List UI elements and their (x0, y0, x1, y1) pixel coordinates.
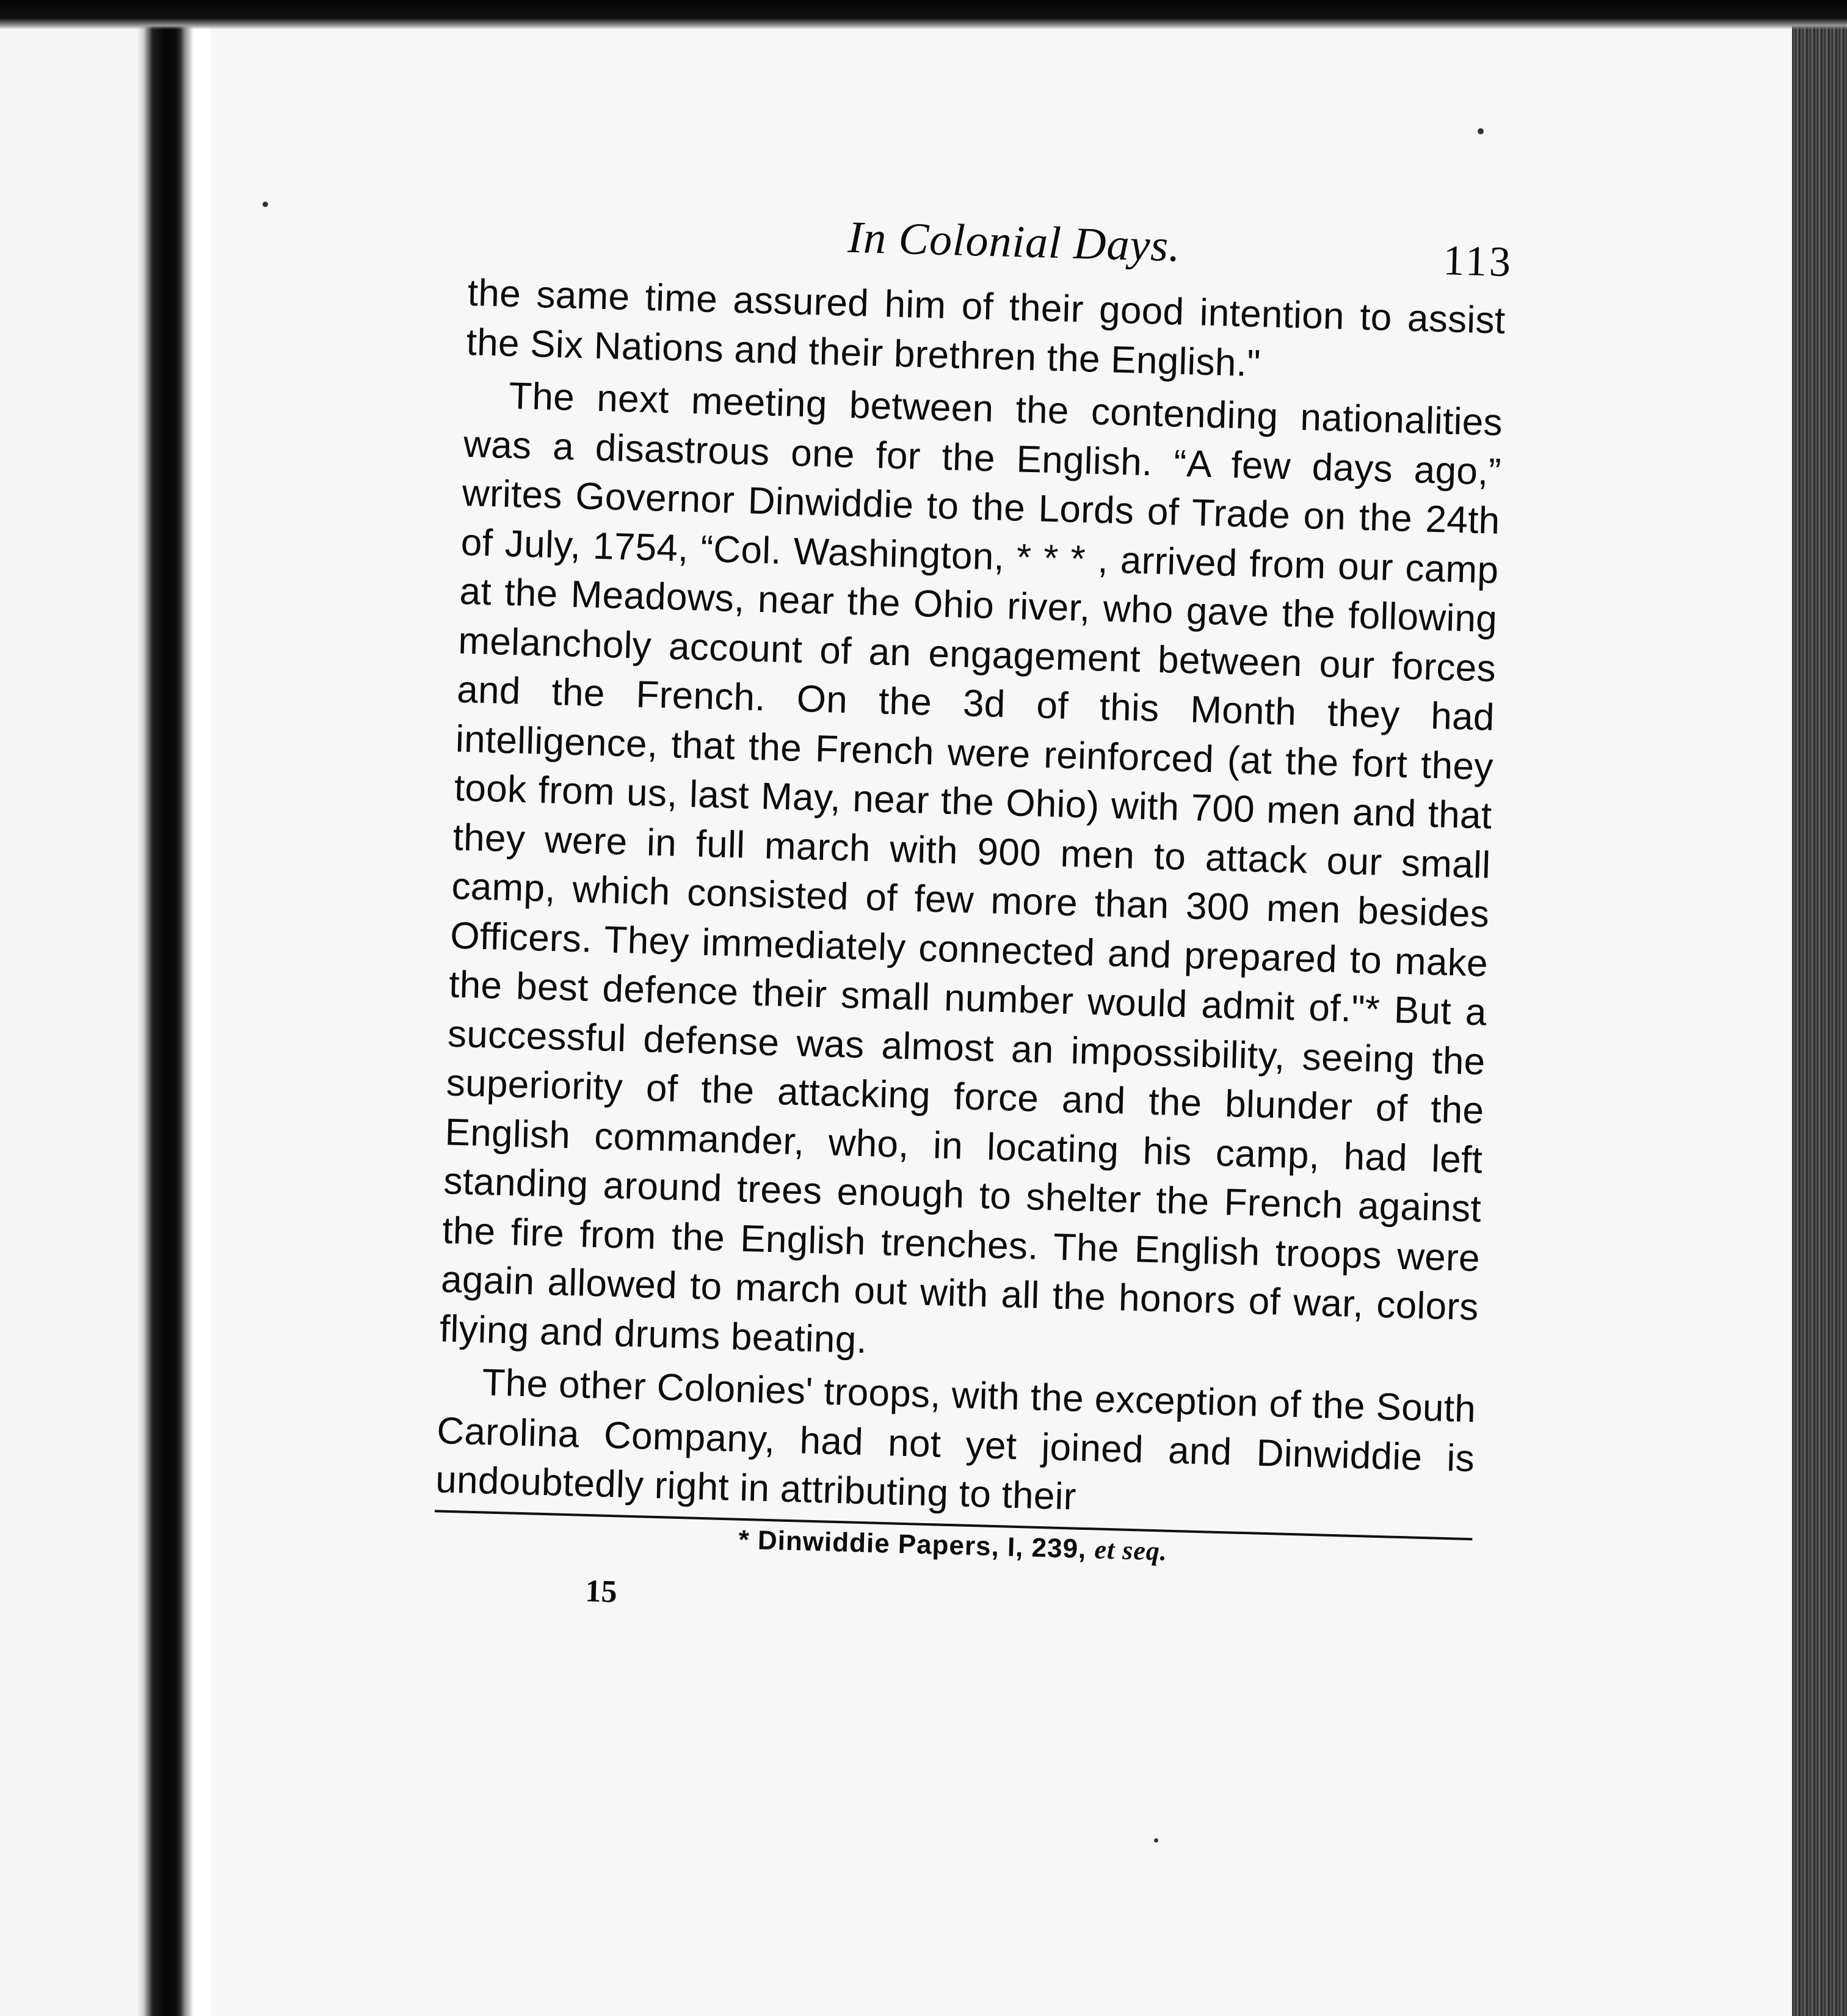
dust-speck (1154, 1838, 1158, 1843)
dust-speck (263, 202, 268, 207)
book-gutter (137, 0, 211, 2016)
page-edge (1792, 0, 1847, 2016)
signature-mark: 15 (584, 1573, 618, 1609)
footnote-italic: et seq. (1094, 1534, 1168, 1567)
page-text-block (432, 202, 1514, 1633)
scan-top-edge (0, 0, 1847, 29)
dust-speck (1478, 128, 1484, 134)
footnote-text: * Dinwiddie Papers, I, 239, (738, 1524, 1095, 1564)
paragraph-main: The next meeting between the contending nationalities was a disastrous one for the English. “A few days ago,” writes Governor Dinwiddie to the Lords of Trade on the 24th of July, 1754, “Col. Washington, * * * , arrived from our camp at the Meadows, near the Ohio river, who gave the following melancholy account of an engagement between our forces and the French. On the 3d of this Month they had intelligence, that the French were reinforced (at the fort they took from us, last May, near the Ohio) with 700 men and that they were in full march with 900 men to attack our small camp, which consisted of few more than 300 men besides Officers. They immediately connected and prepared to make the best defence their small number would admit of."* But a successful defense was almost an impossibility, seeing the superiority of the attacking force and the blunder of the English commander, who, in locating his camp, had left standing around trees enough to shelter the French against the fire from the English trenches. The English troops were again allowed to march out with all the honors of war, colors flying and drums beating. (439, 374, 1503, 1361)
running-title: In Colonial Days. (847, 212, 1181, 272)
page-number: 113 (1442, 237, 1514, 286)
paragraph-continued: the same time assured him of their good intention to assist the Six Nations and their brethren the English." (465, 271, 1506, 385)
paragraph-closing: The other Colonies' troops, with the exception of the South Carolina Company, had not yet joined and Dinwiddie is undoubtedly right in attributing to their (435, 1361, 1477, 1518)
